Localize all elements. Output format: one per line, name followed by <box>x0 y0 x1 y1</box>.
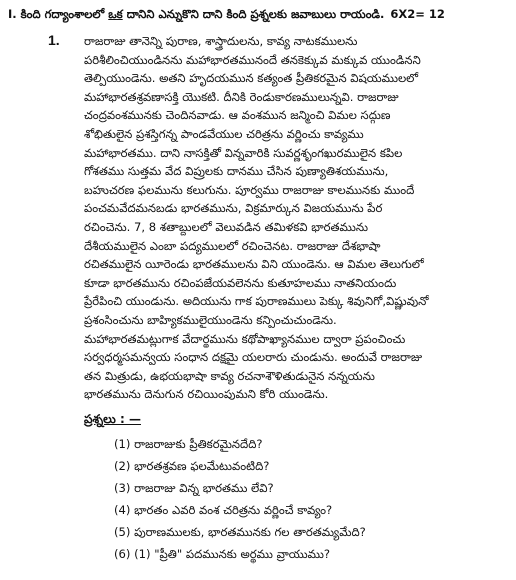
instruction-underlined: ఒక <box>108 7 123 21</box>
question-item: (6) (1) "ప్రీతి" పదమునకు అర్థము వ్రాయుము? <box>114 546 331 561</box>
instruction-text-1: కింది గద్యాంశాలలో <box>20 7 105 21</box>
question-item: (3) రాజరాజు విన్న భారతము లేవి? <box>114 480 274 495</box>
question-number: 1. <box>48 32 60 48</box>
passage-line: కూడా భారతమును రచింపజేయవలెనను కుతూహలము నాతనియందు <box>84 275 397 290</box>
passage-line: గోశతము సుత్తమ వేద విప్రులకు దానము చేసిన పుణ్యాతిశయమును, <box>84 164 389 179</box>
passage-line: పంచమవేదమనబడు భారతమును, విక్రమార్కున విజయమును పేర <box>84 201 383 216</box>
passage-line: పరిశీలించియుండినను మహాభారతమునందే తనకెక్కువ మక్కువ యుండినని <box>84 52 421 67</box>
passage-line: మహాభారతశ్రవణాసక్తి యొకటి. దీనికి రెండుకారణములున్నవి. రాజరాజు <box>84 89 399 104</box>
passage-line: భారతమును దెనుగున రచియింపుమని కోరి యుండెను. <box>84 387 329 402</box>
passage-line: మహాభారతము. దాని నాసక్తితో విన్నవారికి సువర్ణశృంగఖురములైన కపిల <box>84 145 403 160</box>
questions-heading: ప్రశ్నలు : — <box>84 411 141 426</box>
passage-line: ప్రశంసించును బాహ్యికములైయుండెను కన్పించుచుండెను. <box>84 312 337 327</box>
passage-line: మహాభారతమట్లుగాక వేదార్థమును కథోపాఖ్యానముల ద్వారా ప్రపంచించు <box>84 331 406 346</box>
passage-text <box>84 32 502 404</box>
passage-line: బహుచరణ ఫలమును కలుగును. పూర్వము రాజరాజు కాలమునకు ముందే <box>84 182 415 197</box>
marks-label: 6X2= 12 <box>390 7 445 21</box>
passage-line: సర్వధర్మసమన్వయ సంధాన దక్షమై యలరారు చుండును. అందువే రాజరాజు <box>84 350 423 365</box>
passage-line: తన మిత్రుడు, ఉభయభాషా కావ్య రచనాశౌళితుడునైన నన్నయను <box>84 368 375 383</box>
passage-line: రచించెను. 7, 8 శతాబ్దులలో వెలువడిన తమిళకవి భారతమును <box>84 219 368 234</box>
question-item: (4) భారతం ఎవరి వంశ చరిత్రను వర్ణించే కావ్యం? <box>114 502 333 517</box>
section-instruction <box>8 6 506 22</box>
section-prefix: I. <box>8 7 17 21</box>
questions-list <box>8 433 506 565</box>
question-item: (2) భారతశ్రవణ ఫలమేటువంటిది? <box>114 458 270 473</box>
question-item: (1) రాజరాజుకు ప్రీతికరమైనదేది? <box>114 436 263 451</box>
question-item: (5) పురాణములకు, భారతమునకు గల తారతమ్యమేది? <box>114 524 366 539</box>
passage-line: రచితములైన యీరెండు భారతములను విని యుండెను. ఆ విమల తెలుగులో <box>84 257 424 272</box>
passage-line: శోభితులైన ప్రశస్తిగన్న పాండవేయుల చరిత్రను వర్ణించు కావ్యము <box>84 126 364 141</box>
passage-line: దేశీయములైన ఎంబా పద్యములలో రచించెనట. రాజరాజు దేశభాషా <box>84 238 381 253</box>
instruction-text-2: దానిని ఎన్నుకొని దాని కింది ప్రశ్నలకు జవాబులు రాయండి. <box>126 7 385 21</box>
passage-line: ప్రేరేపించి యుండును. అదియును గాక పురాణములు పెక్కు శివునిగో,విష్ణువునో <box>84 294 429 309</box>
passage-line: చంద్రవంశమునకు చెందినవాడు. ఆ వంశమున జన్మించి విమల సద్గుణ <box>84 108 391 123</box>
passage-line: తెల్పియుండెను. అతని హృదయమున కత్యంత ప్రీతికరమైన విషయములలో <box>84 71 419 86</box>
passage-line: రాజరాజు తానెన్ని పురాణ, శాస్త్రాదులను, కావ్య నాటకములను <box>84 34 358 48</box>
passage-block <box>8 32 506 404</box>
